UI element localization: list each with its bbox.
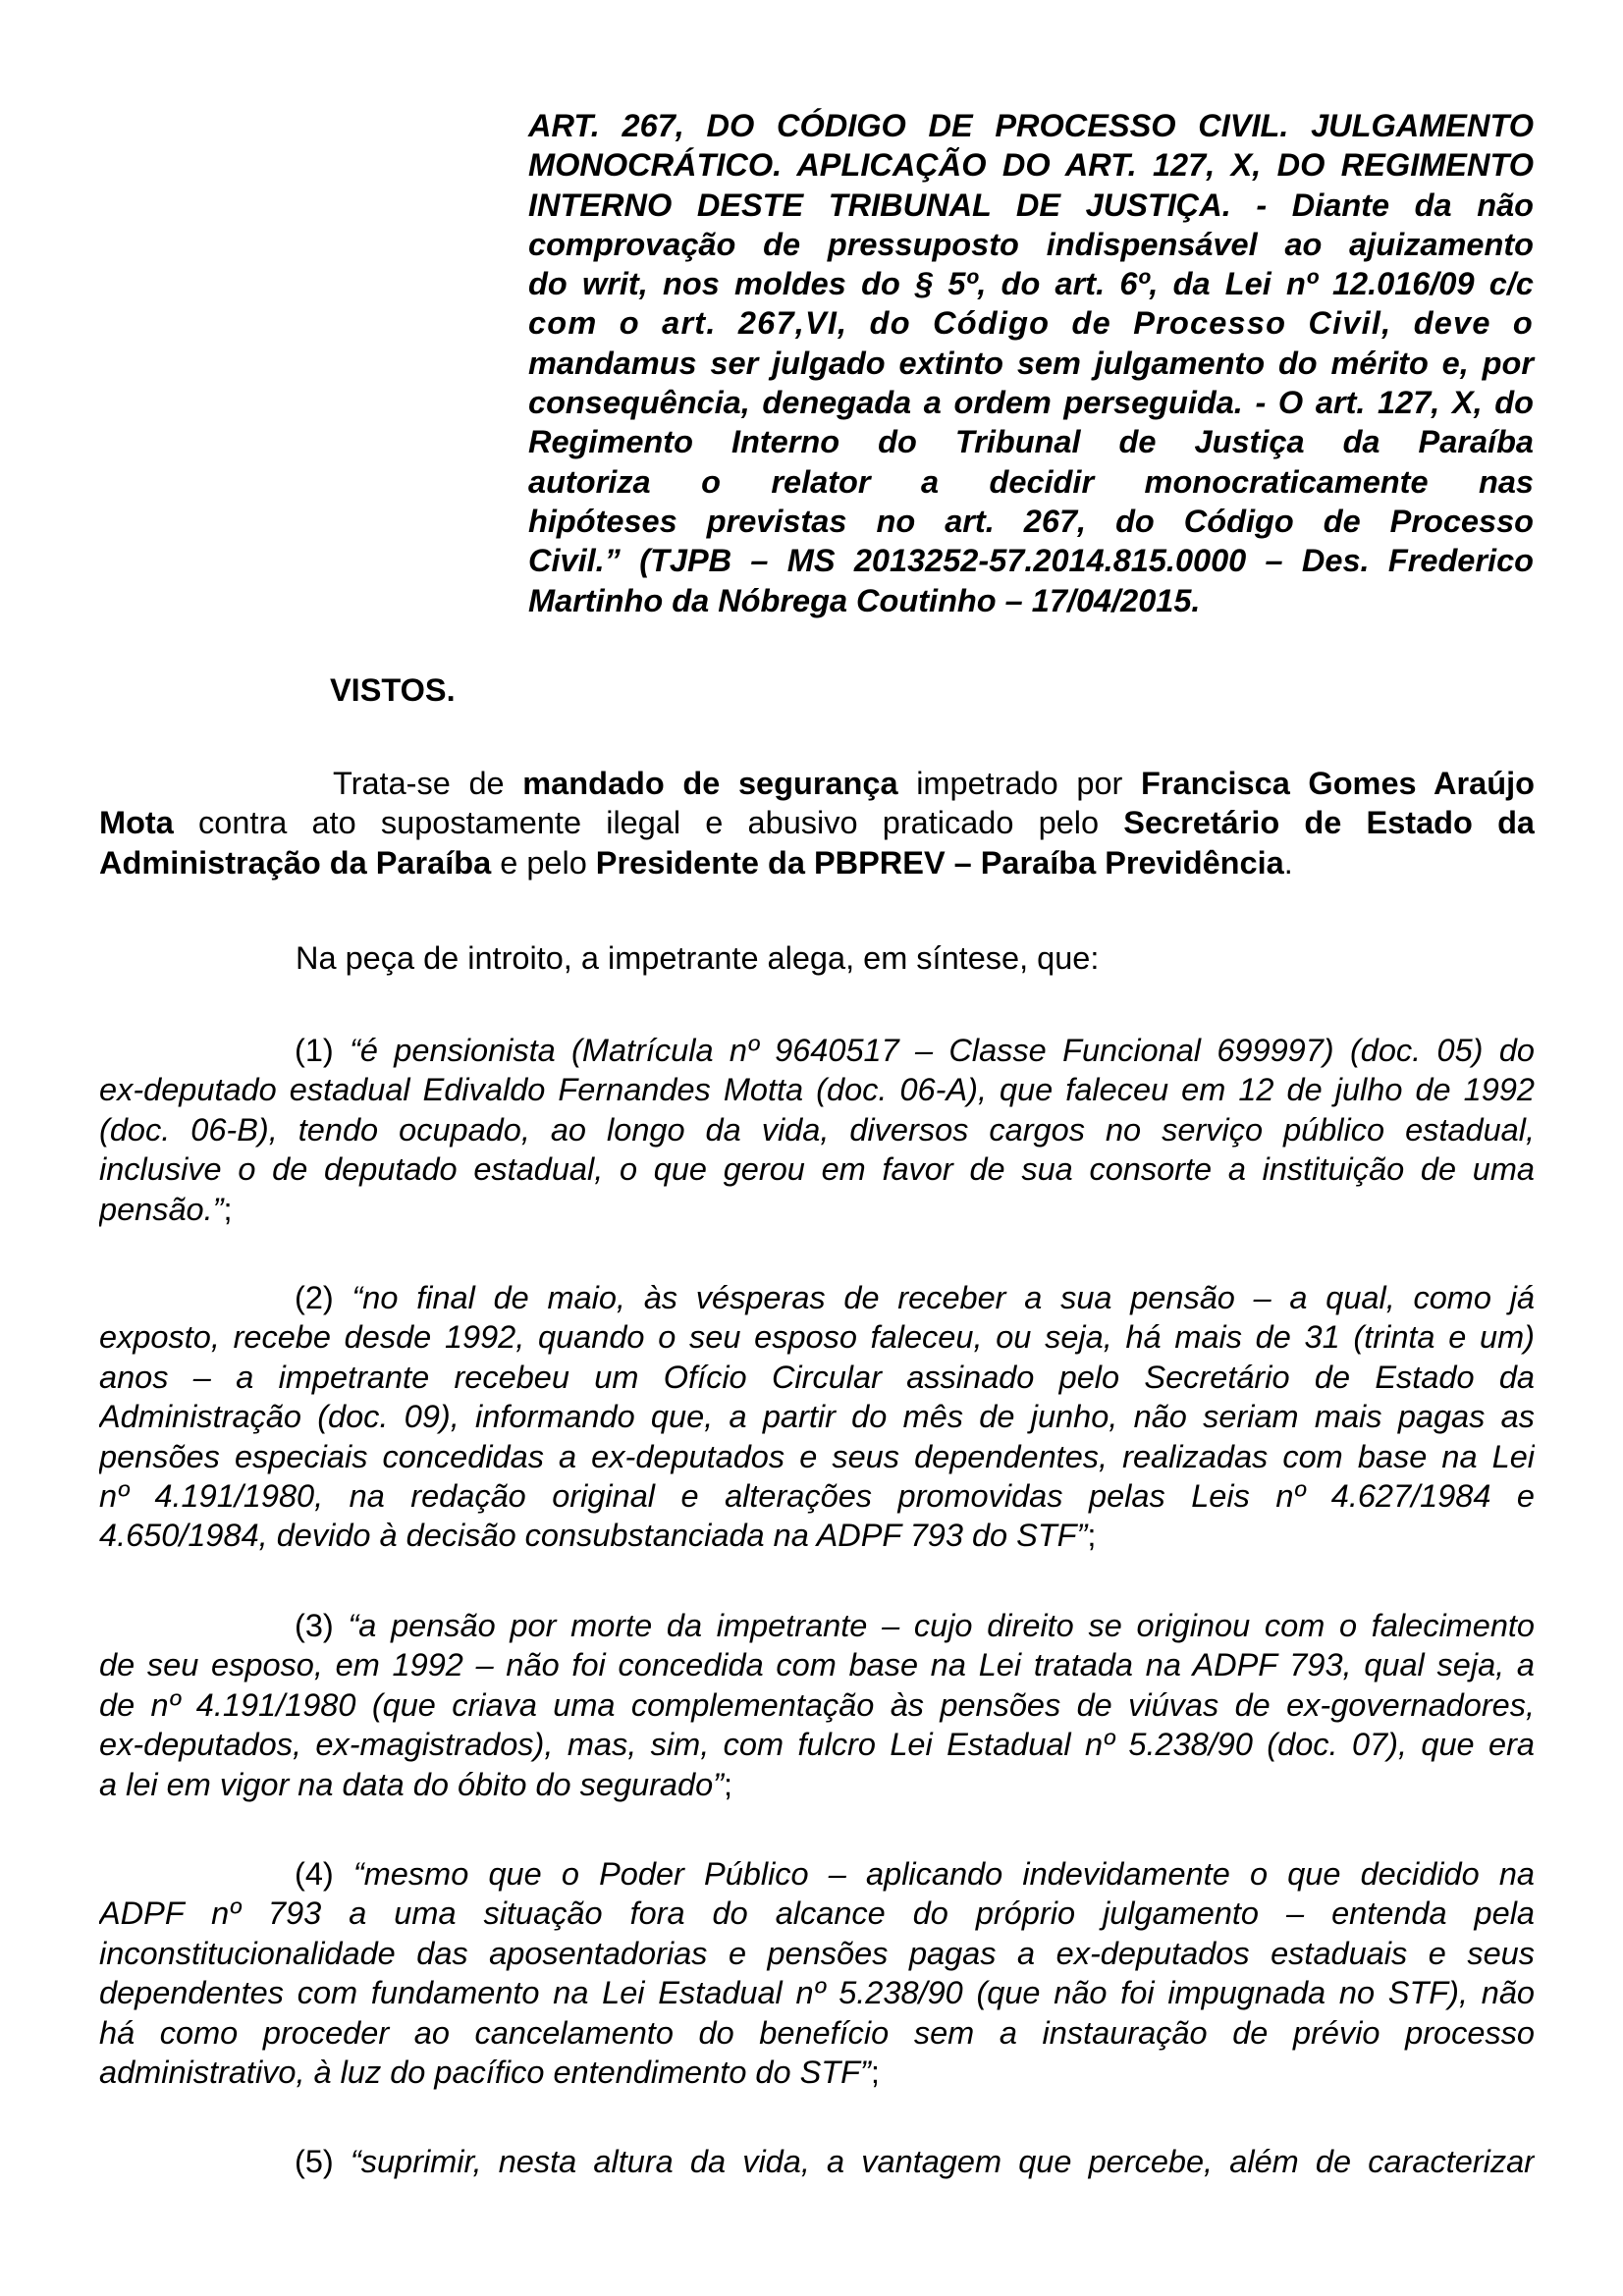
paragraph-line: ex-deputado estadual Edivaldo Fernandes Motta (doc. 06-A), que faleceu em 12 de julho de 1992: [99, 1072, 1535, 1108]
item-number: (2): [295, 1280, 352, 1315]
paragraph-line: ADPF nº 793 a uma situação fora do alcance do próprio julgamento – entenda pela: [99, 1896, 1535, 1932]
item-3-paragraph: [99, 1606, 1535, 1804]
paragraph-line: [99, 1516, 1535, 1555]
paragraph-line: nº 4.191/1980, na redação original e alterações promovidas pelas Leis nº 4.627/1984 e: [99, 1478, 1535, 1515]
intro-paragraph: [99, 764, 1535, 882]
ementa-line: mandamus ser julgado extinto sem julgamento do mérito e, por: [528, 345, 1534, 381]
text-run: administrativo, à luz do pacífico entendimento do STF”: [99, 2055, 871, 2091]
text-run: Administração da Paraíba: [99, 844, 492, 881]
paragraph-line: [99, 764, 1535, 803]
ementa-block: [528, 106, 1534, 620]
ementa-line: consequência, denegada a ordem perseguida. - O art. 127, X, do: [528, 385, 1534, 421]
paragraph-line: [99, 2142, 1535, 2181]
ementa-line: MONOCRÁTICO. APLICAÇÃO DO ART. 127, X, DO REGIMENTO: [528, 147, 1534, 184]
text-run: “suprimir, nesta altura da vida, a vantagem que percebe, além de caracterizar: [350, 2144, 1535, 2179]
paragraph-line: [99, 1765, 1535, 1804]
text-run: impetrado por: [897, 766, 1142, 801]
item-number: (5): [295, 2144, 351, 2179]
ementa-line: INTERNO DESTE TRIBUNAL DE JUSTIÇA. - Diante da não: [528, 187, 1534, 223]
paragraph-line: (doc. 06-B), tendo ocupado, ao longo da vida, diversos cargos no serviço público estadual,: [99, 1111, 1535, 1148]
paragraph-line: [99, 2053, 1535, 2092]
ementa-line: autoriza o relator a decidir monocraticamente nas: [528, 463, 1534, 500]
text-run: ;: [723, 1766, 733, 1802]
text-run: mandado de segurança: [522, 766, 898, 801]
text-run: “mesmo que o Poder Público – aplicando indevidamente o que decidido na: [352, 1856, 1535, 1892]
text-run: Trata-se de: [333, 766, 523, 801]
ementa-line: comprovação de pressuposto indispensável ao ajuizamento: [528, 226, 1534, 262]
paragraph-line: ex-deputados, ex-magistrados), mas, sim, com fulcro Lei Estadual nº 5.238/90 (doc. 07), que era: [99, 1727, 1535, 1763]
item-1-paragraph: [99, 1031, 1535, 1229]
paragraph-line: [99, 1854, 1535, 1894]
ementa-line: do writ, nos moldes do § 5º, do art. 6º, da Lei nº 12.016/09 c/c: [528, 266, 1534, 302]
item-number: (1): [295, 1033, 351, 1068]
ementa-line: Martinho da Nóbrega Coutinho – 17/04/2015.: [528, 582, 1201, 618]
text-run: a lei em vigor na data do óbito do segurado”: [99, 1766, 724, 1802]
item-5-paragraph: [99, 2142, 1535, 2181]
item-number: (4): [295, 1856, 353, 1892]
item-2-paragraph: [99, 1278, 1535, 1556]
text-run: Presidente da PBPREV – Paraíba Previdência: [595, 844, 1284, 881]
paragraph-line: anos – a impetrante recebeu um Ofício Circular assinado pelo Secretário de Estado da: [99, 1359, 1535, 1395]
vistos-heading: VISTOS.: [330, 672, 456, 708]
paragraph-line: de nº 4.191/1980 (que criava uma complementação às pensões de viúvas de ex-governadores,: [99, 1686, 1535, 1723]
paragraph-line: [99, 1031, 1535, 1070]
paragraph-line: pensões especiais concedidas a ex-deputados e seus dependentes, realizadas com base na Lei: [99, 1438, 1535, 1474]
paragraph-line: inconstitucionalidade das aposentadorias e pensões pagas a ex-deputados estaduais e seus: [99, 1935, 1535, 1971]
text-run: e pelo: [491, 844, 596, 881]
paragraph-line: [99, 1606, 1535, 1645]
text-run: pensão.”: [99, 1191, 224, 1227]
paragraph-line: inclusive o de deputado estadual, o que gerou em favor de sua consorte a instituição de uma: [99, 1151, 1535, 1188]
text-run: “é pensionista (Matrícula nº 9640517 – Classe Funcional 699997) (doc. 05) do: [350, 1033, 1535, 1068]
text-run: ;: [223, 1191, 233, 1227]
paragraph-line: dependentes com fundamento na Lei Estadual nº 5.238/90 (que não foi impugnada no STF), não: [99, 1975, 1535, 2011]
text-run: Mota: [99, 805, 174, 841]
paragraph-line: Administração (doc. 09), informando que, a partir do mês de junho, não seriam mais pagas as: [99, 1399, 1535, 1435]
text-run: “no final de maio, às vésperas de receber a sua pensão – a qual, como já: [352, 1280, 1535, 1315]
text-run: .: [1283, 844, 1293, 881]
paragraph-line: exposto, recebe desde 1992, quando o seu esposo faleceu, ou seja, há mais de 31 (trinta e um): [99, 1319, 1535, 1356]
item-number: (3): [295, 1608, 349, 1643]
ementa-line: ART. 267, DO CÓDIGO DE PROCESSO CIVIL. JULGAMENTO: [528, 108, 1534, 143]
paragraph-line: [99, 1190, 1535, 1229]
text-run: Secretário de Estado da: [1123, 805, 1535, 841]
text-run: contra ato supostamente ilegal e abusivo praticado pelo: [173, 805, 1124, 841]
ementa-line: com o art. 267,VI, do Código de Processo Civil, deve o: [528, 305, 1534, 342]
paragraph-line: [99, 1278, 1535, 1317]
text-run: ;: [870, 2055, 880, 2091]
paragraph-line: Na peça de introito, a impetrante alega, em síntese, que:: [296, 940, 1100, 976]
paragraph-line: [99, 843, 1535, 882]
paragraph-line: [99, 803, 1535, 842]
text-run: Francisca Gomes Araújo: [1141, 766, 1535, 801]
text-run: ;: [1087, 1518, 1097, 1554]
text-run: 4.650/1984, devido à decisão consubstanciada na ADPF 793 do STF”: [99, 1518, 1088, 1554]
item-4-paragraph: [99, 1854, 1535, 2092]
paragraph-line: há como proceder ao cancelamento do benefício sem a instauração de prévio processo: [99, 2014, 1535, 2051]
ementa-line: Regimento Interno do Tribunal de Justiça da Paraíba: [528, 424, 1534, 460]
ementa-line: hipóteses previstas no art. 267, do Código de Processo: [528, 503, 1534, 539]
ementa-line: Civil.” (TJPB – MS 2013252-57.2014.815.0000 – Des. Frederico: [528, 543, 1534, 579]
sintese-paragraph: [99, 938, 1535, 978]
text-run: “a pensão por morte da impetrante – cujo direito se originou com o falecimento: [348, 1608, 1535, 1643]
paragraph-line: de seu esposo, em 1992 – não foi concedida com base na Lei tratada na ADPF 793, qual seja, a: [99, 1647, 1535, 1683]
